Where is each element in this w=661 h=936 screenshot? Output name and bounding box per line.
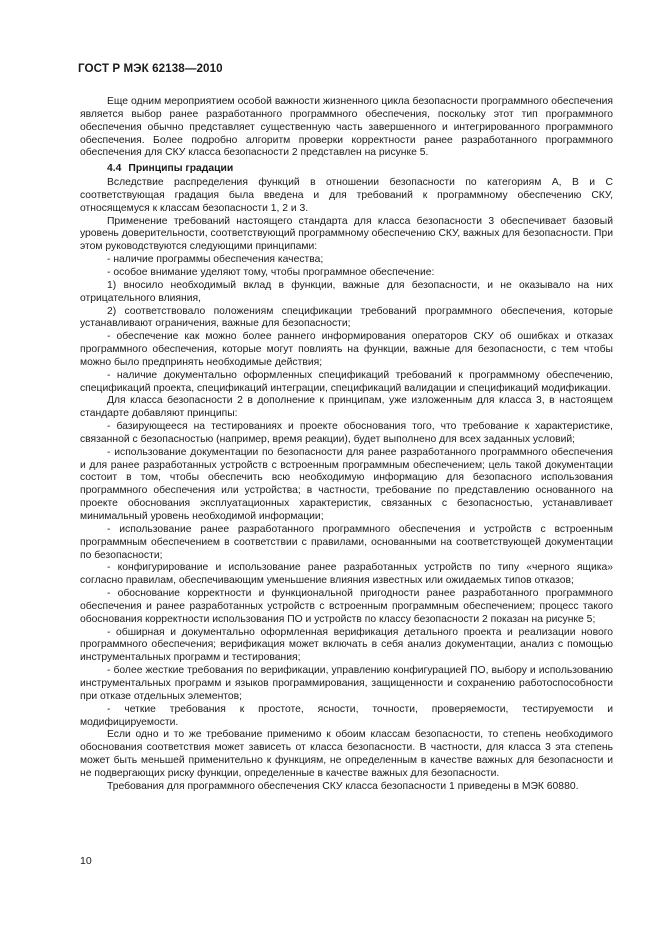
section-heading [80, 163, 613, 176]
paragraph: Вследствие распределения функций в отношении безопасности по категориям А, В и С соответствующая градация была введена и для требований к программному обеспечению СКУ, относящемуся к классам безопасности 1, 2 и 3. [80, 177, 613, 214]
section-title: Принципы градации [128, 163, 234, 175]
paragraph: - обоснование корректности и функциональной пригодности ранее разработанного программного обеспечения и ранее разработанных устройств с встроенным программным обеспечением; процесс такого обоснования корректности использования ПО и устройств по классу безопасности 2 показан на рисунке 5; [80, 588, 613, 625]
document-body [80, 96, 613, 794]
paragraph: - обширная и документально оформленная верификация детального проекта и реализации нового программного обеспечения; верификация может включать в себя анализ документации, анализ с помощью инструментальных программ и тестирования; [80, 626, 613, 664]
paragraph: - использование документации по безопасности для ранее разработанного программного обеспечения и для ранее разработанных устройств с встроенным программным обеспечением; цель такой документации состоит в том, чтобы обеспечить всю необходимую информацию для безопасного использования программного обеспечения или устройства; в частности, требование по представлению основанного на проекте обоснования эксплуатационных характеристик, связанных с безопасностью, устанавливает минимальный уровень необходимой информации; [80, 446, 613, 522]
paragraph: - конфигурирование и использование ранее разработанных устройств по типу «черного ящика» согласно правилам, обеспечивающим уменьшение влияния известных или ожидаемых типов отказов; [80, 562, 613, 587]
paragraph: 2) соответствовало положениям спецификации требований программного обеспечения, которые устанавливают ограничения, важные для безопасности; [80, 305, 613, 330]
page-number: 10 [80, 855, 92, 867]
paragraph: Применение требований настоящего стандарта для класса безопасности 3 обеспечивает базовый уровень доверительности, соответствующий программному обеспечению СКУ, важных для безопасности. При этом руководствуются следующими принципами: [80, 215, 613, 253]
paragraph: Еще одним мероприятием особой важности жизненного цикла безопасности программного обеспечения является выбор ранее разработанного программного обеспечения, поскольку этот тип программного обеспечения обычно представляет существенную часть завершенного и интегрированного программного обеспечения. Более подробно алгоритм проверки корректности ранее разработанного программного обеспечения для СКУ класса безопасности 2 представлен на рисунке 5. [80, 96, 613, 159]
paragraph: Если одно и то же требование применимо к обоим классам безопасности, то степень необходимого обоснования соответствия может зависеть от класса безопасности. В частности, для класса 3 эта степень может быть меньшей применительно к функциям, не определенным в качестве важных для безопасности и не подвергающих риску функции, определенные в качестве важных для безопасности. [80, 729, 613, 779]
paragraph: Для класса безопасности 2 в дополнение к принципам, уже изложенным для класса 3, в настоящем стандарте добавляют принципы: [80, 395, 613, 420]
paragraph: - обеспечение как можно более раннего информирования операторов СКУ об ошибках и отказах программного обеспечения, которые могут повлиять на функции, важные для безопасности, с тем чтобы можно было предпринять необходимые действия; [80, 331, 613, 368]
paragraph: - особое внимание уделяют тому, чтобы программное обеспечение: [107, 266, 435, 278]
paragraph: - базирующееся на тестированиях и проекте обоснования того, что требование к характеристике, связанной с безопасностью (например, время реакции), будет выполнено для всех заданных условий; [80, 421, 613, 445]
section-number: 4.4 [107, 163, 122, 175]
paragraph: - четкие требования к простоте, ясности, точности, проверяемости, тестируемости и модифицируемости. [80, 703, 613, 728]
paragraph: 1) вносило необходимый вклад в функции, важные для безопасности, и не оказывало на них отрицательного влияния, [80, 279, 613, 304]
paragraph: - наличие программы обеспечения качества; [107, 254, 324, 266]
document-header: ГОСТ Р МЭК 62138—2010 [78, 62, 223, 75]
paragraph: - использование ранее разработанного программного обеспечения и устройств с встроенным программным обеспечением в соответствии с правилами, основанными на соответствующей документации по безопасности; [80, 523, 613, 561]
paragraph: - наличие документально оформленных спецификаций требований к программному обеспечению, спецификаций проекта, спецификаций интеграции, спецификаций валидации и спецификаций модификации. [80, 369, 613, 394]
paragraph: - более жесткие требования по верификации, управлению конфигурацией ПО, выбору и использованию инструментальных программ и языков программирования, защищенности и сохранению работоспособности при отказе отдельных элементов; [80, 665, 613, 702]
paragraph: Требования для программного обеспечения СКУ класса безопасности 1 приведены в МЭК 60880. [107, 780, 579, 792]
